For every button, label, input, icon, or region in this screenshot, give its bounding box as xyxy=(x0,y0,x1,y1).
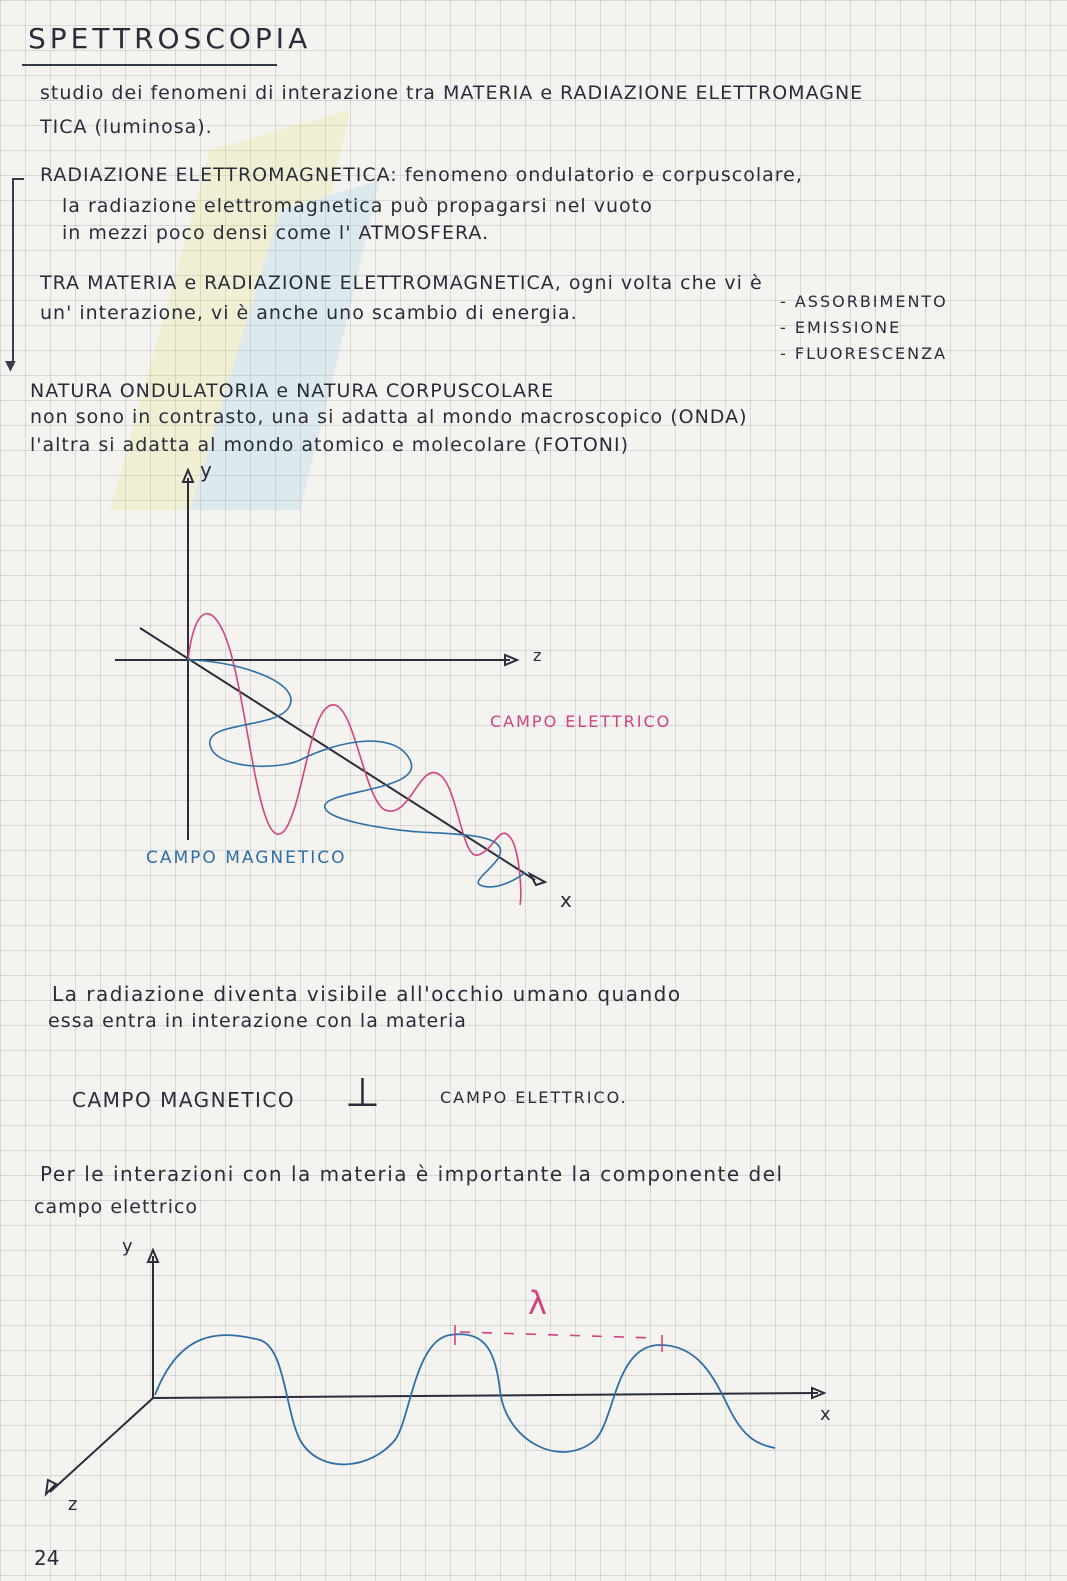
diagram1-axis-y-label: y xyxy=(200,458,212,482)
perpendicular-symbol: ⊥ xyxy=(345,1070,380,1116)
diagram1-axis-z-label: z xyxy=(533,646,542,665)
visibile-line-1: La radiazione diventa visibile all'occhio umano quando xyxy=(52,982,682,1006)
perp-left: CAMPO MAGNETICO xyxy=(72,1088,296,1112)
radiazione-line-3: in mezzi poco densi come l' ATMOSFERA. xyxy=(62,222,490,244)
diagram2-axis-x-label: x xyxy=(820,1404,831,1425)
radiazione-line-1: RADIAZIONE ELETTROMAGNETICA: fenomeno ondulatorio e corpuscolare, xyxy=(40,164,803,186)
scambio-line-1: TRA MATERIA e RADIAZIONE ELETTROMAGNETICA, ogni volta che vi è xyxy=(40,272,763,294)
label-campo-magnetico: CAMPO MAGNETICO xyxy=(146,848,347,868)
natura-line-1: NATURA ONDULATORIA e NATURA CORPUSCOLARE xyxy=(30,380,555,402)
intro-line-1: studio dei fenomeni di interazione tra MATERIA e RADIAZIONE ELETTROMAGNE xyxy=(40,82,864,104)
diagram2-axes xyxy=(46,1250,824,1494)
electric-component-wave xyxy=(155,1334,775,1464)
wavelength-marker xyxy=(455,1325,662,1352)
scambio-item-emissione: - EMISSIONE xyxy=(780,318,902,337)
diagram1-axis-x-label: x xyxy=(560,888,572,912)
natura-line-3: l'altra si adatta al mondo atomico e molecolare (FOTONI) xyxy=(30,434,630,456)
diagram2-axis-y-label: y xyxy=(122,1236,133,1257)
natura-line-2: non sono in contrasto, una si adatta al mondo macroscopico (ONDA) xyxy=(30,406,748,428)
diagram2-axis-z-label: z xyxy=(68,1494,78,1515)
interazioni-line-1: Per le interazioni con la materia è importante la componente del xyxy=(40,1162,784,1186)
page-number: 24 xyxy=(34,1546,60,1570)
intro-line-2: TICA (luminosa). xyxy=(40,116,213,138)
scambio-item-fluorescenza: - FLUORESCENZA xyxy=(780,344,948,363)
page-title: SPETTROSCOPIA xyxy=(28,22,312,55)
scambio-item-assorbimento: - ASSORBIMENTO xyxy=(780,292,948,311)
label-campo-elettrico: CAMPO ELETTRICO xyxy=(490,712,672,731)
lambda-label: λ xyxy=(528,1284,547,1322)
visibile-line-2: essa entra in interazione con la materia xyxy=(48,1010,467,1032)
bracket-arrow-icon: ▼ xyxy=(5,358,16,374)
scambio-line-2: un' interazione, vi è anche uno scambio di energia. xyxy=(40,302,578,324)
interazioni-line-2: campo elettrico xyxy=(34,1196,199,1218)
radiazione-line-2: la radiazione elettromagnetica può propagarsi nel vuoto xyxy=(62,195,653,217)
perp-right: CAMPO ELETTRICO. xyxy=(440,1088,628,1107)
